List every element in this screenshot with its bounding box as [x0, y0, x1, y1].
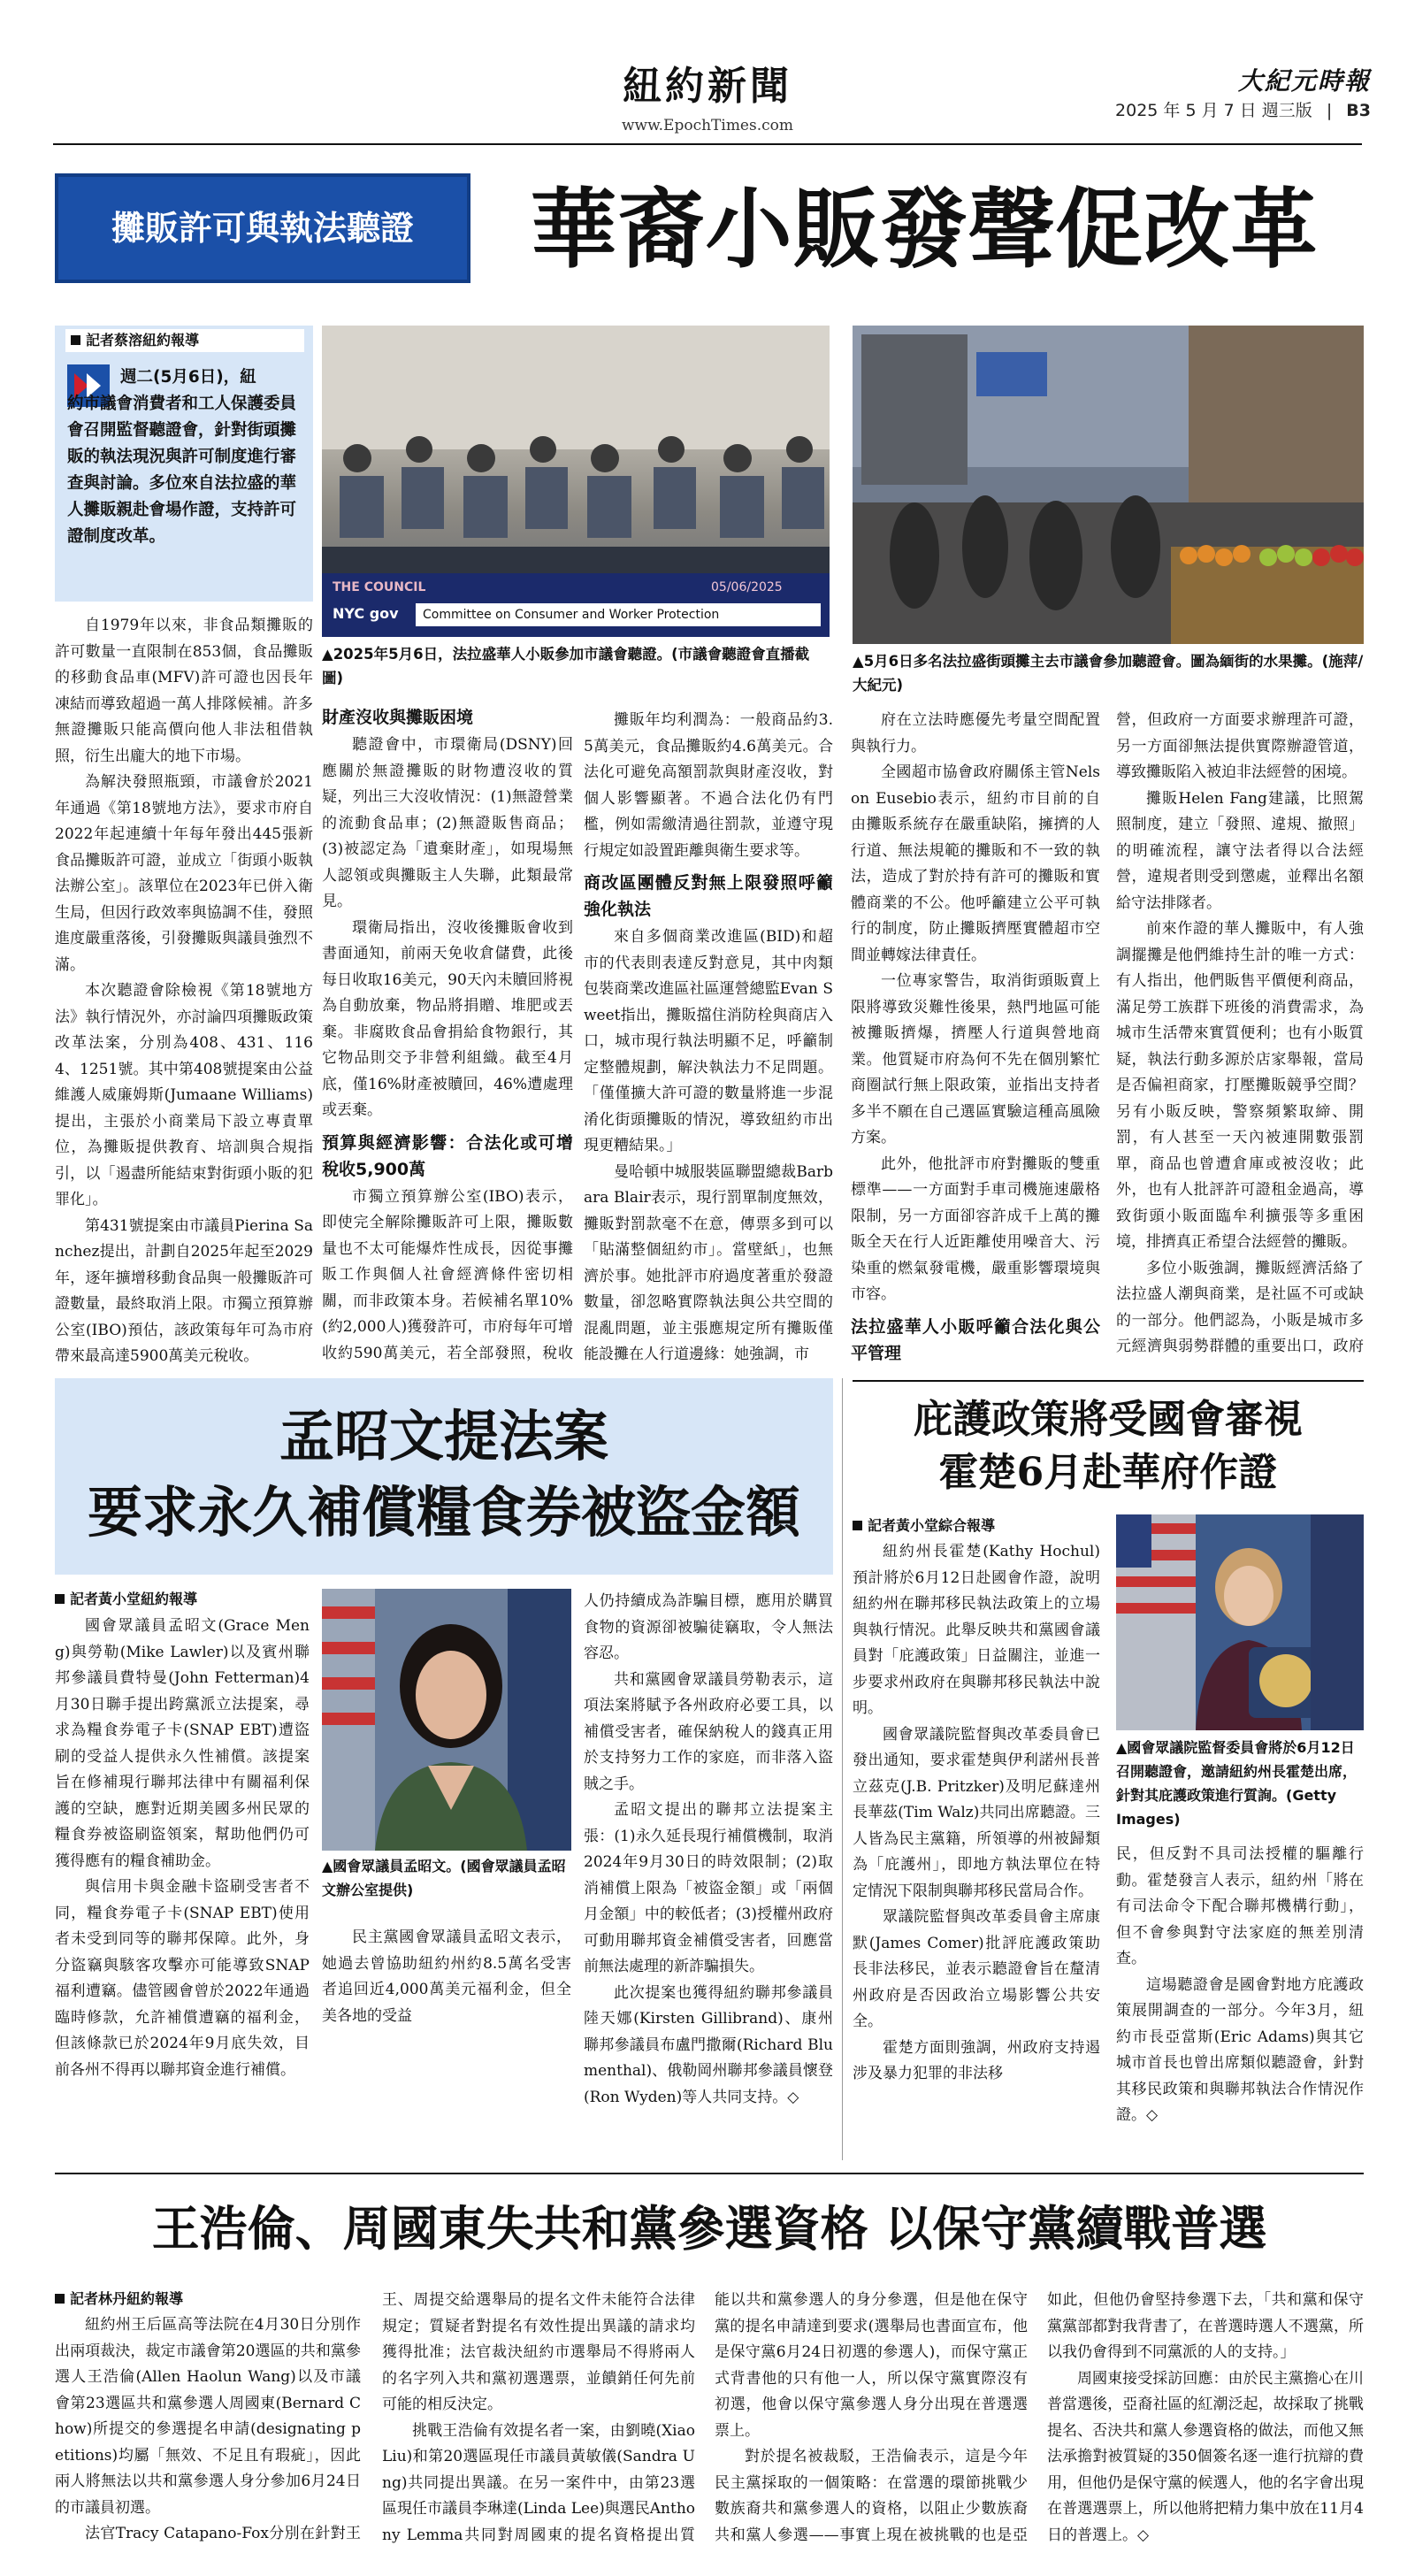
a3-c1-p1: 紐約州長霍楚(Kathy Hochul)預計將於6月12日赴國會作證，說明紐約州在聯邦移民執法政策上的立場與執行情況。此舉反映共和黨國會議員對「庇護政策」日益關注，並進一步要求州政府在與聯邦移民執法中說明。: [853, 1543, 1100, 1717]
a4-column-1: [55, 2312, 361, 2551]
a3-byline-text: 記者黃小堂綜合報導: [868, 1517, 996, 1534]
council-overlay: THE COUNCIL: [333, 580, 426, 594]
a1-column-1: [55, 613, 313, 1363]
a1-c2-p3: 市獨立預算辦公室(IBO)表示，即使完全解除攤販許可上限，攤販數量也不太可能爆炸性成長，因從事攤販工作與個人社會經濟條件密切相關，而非政策本身。若候補名單10%(約2,000人)獲發許可，市府每年可增收約590萬美元，若全部發照，稅收: [322, 1187, 573, 1362]
a1-c4-p1: 府在立法時應優先考量空間配置與執行力。: [851, 711, 1100, 755]
a1-c2-p1: 聽證會中，市環衛局(DSNY)回應關於無證攤販的財物遭沒收的質疑，列出三大沒收情況：(1)無證營業的流動食品車；(2)無證販售商品；(3)被認定為「遺棄財產」，如現場無人認領或與攤販主人失聯，此類最常見。: [322, 736, 573, 910]
a4-c1-p1: 紐約州王后區高等法院在4月30日分別作出兩項裁決，裁定市議會第20選區的共和黨參選人王浩倫(Allen Haolun Wang)以及市議會第23選區共和黨參選人周國東(Bernard Chow)所提交的參選提名申請(designating petitions)均屬「無效、不足且有瑕疵」，因此兩人將無法以共和黨參選人身分參加6月24日的市議員初選。: [55, 2316, 361, 2517]
a1-c5-p4: 多位小販強調，攤販經濟活絡了法拉盛人潮與商業，是社區不可或缺的一部分。他們認為，小販是城市多元經濟與弱勢群體的重要出口，政府: [1116, 1259, 1364, 1355]
lead-rest: 約市議會消費者和工人保護委員會召開監督聽證會，針對街頭攤販的執法現況與許可制度進行審查與討論。多位來自法拉盛的華人攤販親赴會場作證，支持許可證制度改革。: [67, 395, 297, 546]
a2-headline-1: 孟昭文提法案: [279, 1404, 608, 1468]
hochul-portrait: [1116, 1514, 1364, 1730]
a1-c2-p2: 環衛局指出，沒收後攤販會收到書面通知，前兩天免收倉儲費，此後每日收取16美元，90天內未贖回將視為自動放棄，物品將捐贈、堆肥或丟棄。非腐敗食品會捐給食物銀行，其它物品則交予非營利組織。截至4月底，僅16%財產被贖回，46%遭處理或丟棄。: [322, 918, 573, 1119]
column-divider: [842, 1378, 843, 2160]
a3-c2-p2: 這場聽證會是國會對地方庇護政策展開調查的一部分。今年3月，紐約市長亞當斯(Eric Adams)與其它城市首長也曾出席類似聽證會，針對其移民政策和與聯邦執法合作情況作證。◇: [1116, 1975, 1364, 2124]
a2-c3-p2: 共和黨國會眾議員勞勒表示，這項法案將賦予各州政府必要工具，以補償受害者，確保納稅人的錢真正用於支持努力工作的家庭，而非落入盜賊之手。: [584, 1670, 833, 1793]
kicker-text: 攤販許可與執法聽證: [111, 209, 414, 248]
hearing-photo-caption: ▲2025年5月6日，法拉盛華人小販參加市議會聽證。(市議會聽證會直播截圖): [322, 646, 810, 686]
page-number: B3: [1346, 101, 1371, 120]
byline-text: 記者蔡溶紐約報導: [86, 332, 200, 349]
fruit-stand-scene: [853, 326, 1364, 644]
committee-banner: Committee on Consumer and Worker Protection: [416, 603, 821, 626]
kicker-box: [55, 173, 470, 283]
a4-top-rule: [55, 2173, 1364, 2174]
a4-headline: 王浩倫、周國東失共和黨參選資格 以保守黨續戰普選: [151, 2200, 1267, 2257]
section-title: 紐約新聞: [623, 64, 792, 109]
newspaper-logo: 大紀元時報: [1237, 66, 1371, 96]
a3-c1-p2: 國會眾議院監督與改革委員會已發出通知，要求霍楚與伊利諾州長普立茲克(J.B. Pritzker)及明尼蘇達州長華茲(Tim Walz)共同出席聽證。三人皆為民主黨籍，所領導的州被歸類為「庇護州」，即地方執法單位在特定情況下限制與聯邦移民當局合作。: [853, 1725, 1100, 1900]
hochul-caption: ▲國會眾議院監督委員會將於6月12日召開聽證會，邀請紐約州長霍楚出席，針對其庇護政策進行質詢。(Getty Images): [1116, 1739, 1358, 1828]
a3-column-2: [1116, 1842, 1364, 2160]
main-headline: 華裔小販發聲促改革: [530, 179, 1319, 280]
a1-c1-p4: 第431號提案由市議員Pierina Sanchez提出，計劃自2025年起至2029年，逐年擴增移動食品與一般攤販許可證數量，最終取消上限。市獨立預算辦公室(IBO)預估，該政策每年可為市府帶來最高達5900萬美元稅收。: [55, 1216, 313, 1363]
a1-c4-p3: 一位專家警告，取消街頭販賣上限將導致災難性後果，熱門地區可能被攤販擠爆，擠壓人行道與營地商業。他質疑市府為何不先在個別繁忙商圈試行無上限政策，並指出支持者多半不願在自己選區實驗這種高風險方案。: [851, 972, 1100, 1146]
a4-byline-text: 記者林丹紐約報導: [70, 2290, 184, 2307]
a3-headline-2: 霍楚6月赴華府作證: [938, 1450, 1278, 1495]
a1-c3-p1: 攤販年均利潤為：一般商品約3.5萬美元，食品攤販約4.6萬美元。合法化可避免高額罰款與財產沒收，對個人影響顯著。不過合法化仍有門檻，例如需繳清過往罰款，並遵守現行規定如設置距離與衛生要求等。: [584, 711, 833, 860]
a3-top-rule: [853, 1380, 1364, 1382]
a2-headline-box: [55, 1378, 833, 1575]
a2-c3-p4: 此次提案也獲得紐約聯邦參議員陸天娜(Kirsten Gillibrand)、康州聯邦參議員布盧門撒爾(Richard Blumenthal)、俄勒岡州聯邦參議員懷登(Ron Wyden)等人共同支持。◇: [584, 1983, 833, 2106]
a4-c4-p1: 如此，但他仍會堅持參選下去，「共和黨和保守黨黨部都對我背書了，在普選時選人不選黨，所以我仍會得到不同黨派的人的支持。」: [1047, 2291, 1364, 2361]
a1-subhead-3: 商改區團體反對無上限發照呼籲強化執法: [584, 873, 833, 919]
fruit-stand-photo: [853, 326, 1364, 644]
a2-c2-p1: 民主黨國會眾議員孟昭文表示，她過去曾協助紐約州約8.5萬名受害者追回近4,000萬美元福利金，但全美各地的受益: [322, 1928, 571, 2025]
issue-date: [1017, 97, 1371, 121]
page-header: [0, 0, 1415, 168]
a2-c3-p1: 人仍持續成為詐騙目標，應用於購買食物的資源卻被騙徒竊取，令人無法容忍。: [584, 1592, 833, 1662]
grace-meng-portrait: [322, 1589, 571, 1851]
a1-subhead-1: 財產沒收與攤販困境: [322, 708, 474, 727]
lead-text: [67, 364, 302, 550]
a3-byline-square-icon: [853, 1521, 862, 1530]
a3-headline-1: 庇護政策將受國會審視: [914, 1397, 1303, 1442]
a1-subhead-2: 預算與經濟影響：合法化或可增稅收5,900萬: [322, 1132, 573, 1179]
header-rule: [53, 143, 1362, 145]
a1-column-2: [322, 699, 573, 1364]
a3-c1-p3: 眾議院監督與改革委員會主席康默(James Comer)批評庇護政策助長非法移民，並表示聽證會旨在釐清州政府是否因政治立場影響公共安全。: [853, 1908, 1100, 2030]
a2-c3-p3: 孟昭文提出的聯邦立法提案主張：(1)永久延長現行補償機制，取消2024年9月30日的時效限制；(2)取消補償上限為「被盜金額」或「兩個月金額」中的較低者；(3)授權州政府可動用聯邦資金補償受害者，回應當前無法處理的新詐騙損失。: [584, 1801, 833, 1975]
a1-c1-p3: 本次聽證會除檢視《第18號地方法》執行情況外，亦討論四項攤販政策改革法案，分別為408、431、1164、1251號。其中第408號提案由公益維護人威廉姆斯(Jumaane Williams)提出，主張於小商業局下設立專責單位，為攤販提供教育、培訓與合規指引，以「遏盡所能結束對街頭小販的犯罪化」。: [55, 982, 313, 1208]
a1-column-5: [1116, 708, 1364, 1364]
a4-c3-p1: 能以共和黨參選人的身分參選，但是他在保守黨的提名申請達到要求(選舉局也書面宣布，他是保守黨6月24日初選的參選人)，而保守黨正式背書他的只有他一人，所以保守黨實際沒有初選，他會以保守黨參選人身分出現在普選選票上。: [715, 2291, 1028, 2440]
date-text: 2025 年 5 月 7 日 週三版: [1115, 101, 1312, 120]
byline: [65, 329, 304, 352]
fruit-stand-caption: ▲5月6日多名法拉盛街頭攤主去市議會參加聽證會。圖為緬街的水果攤。(施萍/大紀元): [853, 653, 1364, 694]
a4-c2-p1: 王、周提交給選舉局的提名文件未能符合法律規定；質疑者對提名有效性提出異議的請求均獲得批准；法官裁決紐約市選舉局不得將兩人的名字列入共和黨初選選票，並饋銷任何先前可能的相反決定。: [382, 2291, 695, 2413]
a1-column-4: [851, 708, 1100, 1364]
a2-column-2: [322, 1925, 571, 2160]
a2-c1-p2: 與信用卡與金融卡盜刷受害者不同，糧食券電子卡(SNAP EBT)使用者未受到同等的聯邦保障。此外，身分盜竊與駭客攻擊亦可能導致SNAP福利遭竊。儘管國會曾於2022年通過臨時修款，允許補償遭竊的福利金，但該條款已於2024年9月底失效，目前各州不得再以聯邦資金進行補償。: [55, 1878, 310, 2079]
a3-byline: [853, 1514, 1082, 1537]
a2-byline-text: 記者黃小堂紐約報導: [70, 1591, 198, 1607]
a1-c3-p2: 來自多個商業改進區(BID)和超市的代表則表達反對意見，其中肉類包裝商業改進區社區運營總監Evan Sweet指出，攤販擋住消防栓與商店入口，城市現行執法明顯不足，呼籲制定整體規劃，解決執法力不足問題。「僅僅擴大許可證的數量將進一步混淆化街頭攤販的情況，導致紐約市出現更糟結果。」: [584, 928, 833, 1154]
a1-c1-p1: 自1979年以來，非食品類攤販的許可數量一直限制在853個，食品攤販的移動食品車(MFV)許可證也因長年凍結而導致超過一萬人排隊候補。許多無證攤販只能高價向他人非法租借執照，衍生出龐大的地下市場。: [55, 617, 313, 765]
a1-c5-p3: 前來作證的華人攤販中，有人強調擺攤是他們維持生計的唯一方式：有人指出，他們販售平價便利商品，滿足勞工族群下班後的消費需求，為城市生活帶來實質便利；也有小販質疑，執法行動多源於店家舉報，當局是否偏袒商家，打壓攤販競爭空間？另有小販反映，警察頻繁取締、開罰，有人甚至一天內被連開數張罰單，商品也曾遭倉庫或被沒收；此外，也有人批評許可證租金過高，導致街頭小販面臨牟利擴張等多重困境，排擠真正希望合法經營的攤販。: [1116, 920, 1364, 1251]
a2-byline-square-icon: [55, 1594, 65, 1604]
a3-column-1: [853, 1539, 1100, 2160]
a4-column-3: [715, 2288, 1028, 2551]
a4-column-4: [1047, 2288, 1364, 2551]
a2-headline-2: 要求永久補償糧食券被盜金額: [87, 1480, 800, 1545]
hochul-photo: [1116, 1514, 1364, 1730]
a3-c1-p4: 霍楚方面則強調，州政府支持遏涉及暴力犯罪的非法移: [853, 2038, 1100, 2082]
a4-c2-p2: 挑戰王浩倫有效提名者一案，由劉曉(Xiao Liu)和第20選區現任市議員黃敏儀(Sandra Ung)共同提出異議。在另一案件中，由第23選區現任市議員李琳達(Linda Lee)與選民Anthony Lemma共同對周國東的提名資格提出質: [382, 2421, 695, 2544]
date-separator: |: [1326, 101, 1333, 120]
a4-byline-square-icon: [55, 2294, 65, 2304]
website-url: www.EpochTimes.com: [622, 117, 793, 134]
a4-byline: [55, 2288, 320, 2311]
a1-c1-p2: 為解決發照瓶頸，市議會於2021年通過《第18號地方法》，要求市府自2022年起連續十年每年發出445張新食品攤販許可證，並成立「街頭小販執法辦公室」。該單位在2023年已併入衛生局，但因行政效率與協調不佳，發照進度嚴重落後，引發攤販與議員強烈不滿。: [55, 773, 313, 974]
grace-meng-caption: ▲國會眾議員孟昭文。(國會眾議員孟昭文辦公室提供): [322, 1858, 566, 1898]
a4-c1-p2: 法官Tracy Catapano-Fox分別在針對王: [85, 2525, 361, 2542]
a2-c1-p1: 國會眾議員孟昭文(Grace Meng)與勞勒(Mike Lawler)以及賓州聯邦參議員費特曼(John Fetterman)4月30日聯手提出跨黨派立法提案，尋求為糧食券電子卡(SNAP EBT)遭盜刷的受益人提供永久性補償。該提案旨在修補現行聯邦法律中有關福利保護的空缺，應對近期美國多州民眾的糧食券被盜刷盜領案，幫助他們仍可獲得應有的糧食補助金。: [55, 1617, 310, 1870]
lead-first: 週二(5月6日)，紐: [120, 368, 256, 387]
lead-box: [55, 326, 313, 602]
hearing-photo: [322, 326, 830, 637]
a1-c5-p2: 攤販Helen Fang建議，比照駕照制度，建立「發照、違規、撤照」的明確流程，讓守法者得以合法經營，違規者則受到懲處，並釋出名額給守法排隊者。: [1116, 789, 1364, 912]
grace-meng-photo: [322, 1589, 571, 1851]
a4-c4-p2: 周國東接受採訪回應：由於民主黨擔心在川普當選後，亞裔社區的紅潮泛起，故採取了挑戰提名、否決共和黨人參選資格的做法，而他又無法承擔對被質疑的350個簽名逐一進行抗辯的費用，但他仍是保守黨的候選人，他的名字會出現在普選選票上，所以他將把精力集中放在11月4日的普選上。◇: [1047, 2369, 1364, 2544]
a1-c4-p2: 全國超市協會政府關係主管Nelson Eusebio表示，紐約市目前的自由攤販系統存在嚴重缺陷，擁擠的人行道、無法規範的攤販和不一致的執法，造成了對於持有許可的攤販和實體商業的不公。他呼籲建立公平可執行的制度，防止攤販擠壓實體超市空間並轉嫁法律責任。: [851, 763, 1100, 964]
byline-square-icon: [71, 335, 80, 345]
a4-column-2: [382, 2288, 695, 2551]
a4-c3-p2: 對於提名被裁駁，王浩倫表示，這是今年民主黨採取的一個策略：在當選的環節挑戰少數族裔共和黨參選人的資格，以阻止少數族裔共和黨人參選——事實上現在被挑戰的也是亞: [715, 2448, 1028, 2544]
a1-c4-p4: 此外，他批評市府對攤販的雙重標準——一方面對手車司機施速嚴格限制，另一方面卻容許成千上萬的攤販全天在行人近距離使用噪音大、污染重的燃氣發電機，嚴重影響環境與市容。: [851, 1154, 1100, 1303]
a1-c3-p3: 曼哈頓中城服裝區聯盟總裁Barbara Blair表示，現行罰單制度無效，攤販對罰款毫不在意，傳票多到可以「貼滿整個紐約市」。當壁紙」，也無濟於事。她批評市府過度著重於發證數量，卻忽略實際執法與公共空間的混亂問題，並主張應規定所有攤販僅能設攤在人行道邊緣：她強調，市: [584, 1162, 833, 1363]
a2-column-3: [584, 1589, 833, 2160]
photo-date-stamp: 05/06/2025: [711, 580, 783, 594]
a2-column-1: [55, 1614, 310, 2160]
a2-byline: [55, 1588, 320, 1611]
a3-c2-p1: 民，但反對不具司法授權的驅離行動。霍楚發言人表示，紐約州「將在有司法命令下配合聯邦機構行動」，但不會參與對守法家庭的無差別清查。: [1116, 1845, 1364, 1967]
a1-column-3: [584, 708, 833, 1364]
a1-subhead-4: 法拉盛華人小販呼籲合法化與公平管理: [851, 1316, 1100, 1363]
nyc-logo: NYC gov: [333, 605, 399, 622]
a1-c5-p1: 營，但政府一方面要求辦理許可證，另一方面卻無法提供實際辦證管道，導致攤販陷入被迫非法經營的困境。: [1116, 711, 1364, 781]
